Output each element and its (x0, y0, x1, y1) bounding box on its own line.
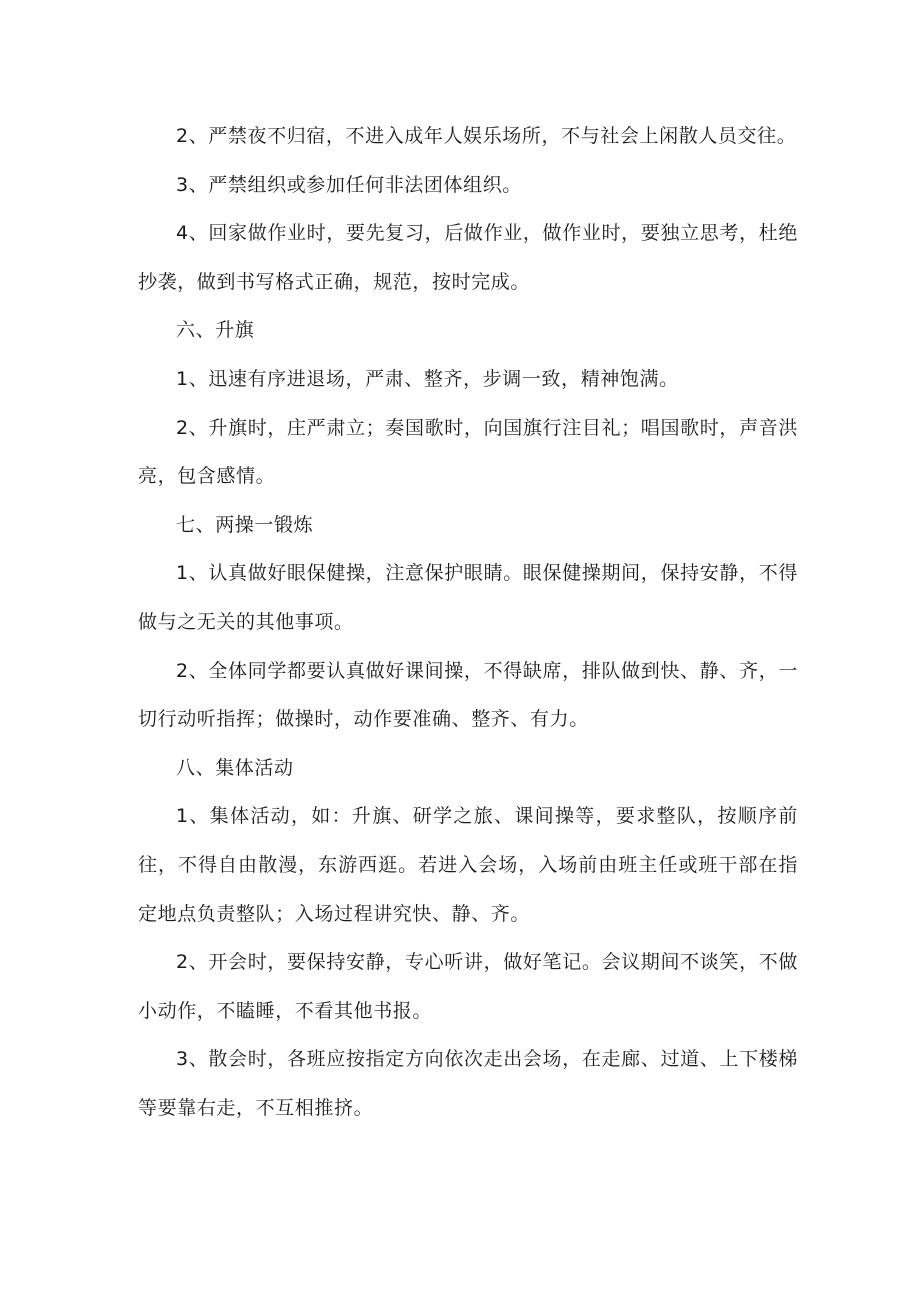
paragraph-exercise-rule-2: 2、全体同学都要认真做好课间操，不得缺席，排队做到快、静、齐，一切行动听指挥；做操时，动作要准确、整齐、有力。 (138, 659, 798, 731)
paragraph-rule-2-no-staying-out: 2、严禁夜不归宿，不进入成年人娱乐场所，不与社会上闲散人员交往。 (176, 125, 797, 147)
section-heading-exercises: 七、两操一锻炼 (176, 513, 314, 536)
paragraph-activity-rule-3: 3、散会时，各班应按指定方向依次走出会场，在走廊、过道、上下楼梯等要靠右走，不互相推挤。 (138, 1048, 798, 1119)
paragraph-activity-rule-1: 1、集体活动，如：升旗、研学之旅、课间操等，要求整队，按顺序前往，不得自由散漫，东游西逛。若进入会场，入场前由班主任或班干部在指定地点负责整队；入场过程讲究快、静、齐。 (138, 805, 798, 925)
section-heading-group-activities: 八、集体活动 (176, 756, 294, 779)
paragraph-exercise-rule-1: 1、认真做好眼保健操，注意保护眼睛。眼保健操期间，保持安静，不得做与之无关的其他事项。 (138, 562, 798, 633)
paragraph-activity-rule-2: 2、开会时，要保持安静，专心听讲，做好笔记。会议期间不谈笑，不做小动作，不瞌睡，不看其他书报。 (138, 951, 798, 1022)
paragraph-rule-4-homework: 4、回家做作业时，要先复习，后做作业，做作业时，要独立思考，杜绝抄袭，做到书写格式正确，规范，按时完成。 (138, 222, 798, 293)
paragraph-flag-rule-1: 1、迅速有序进退场，严肃、整齐，步调一致，精神饱满。 (176, 367, 679, 390)
paragraph-flag-rule-2: 2、升旗时，庄严肃立；奏国歌时，向国旗行注目礼；唱国歌时，声音洪亮，包含感情。 (138, 416, 798, 488)
document-body (138, 112, 798, 1132)
section-heading-flag-raising: 六、升旗 (176, 319, 255, 342)
paragraph-rule-3-no-illegal-groups: 3、严禁组织或参加任何非法团体组织。 (176, 173, 522, 196)
